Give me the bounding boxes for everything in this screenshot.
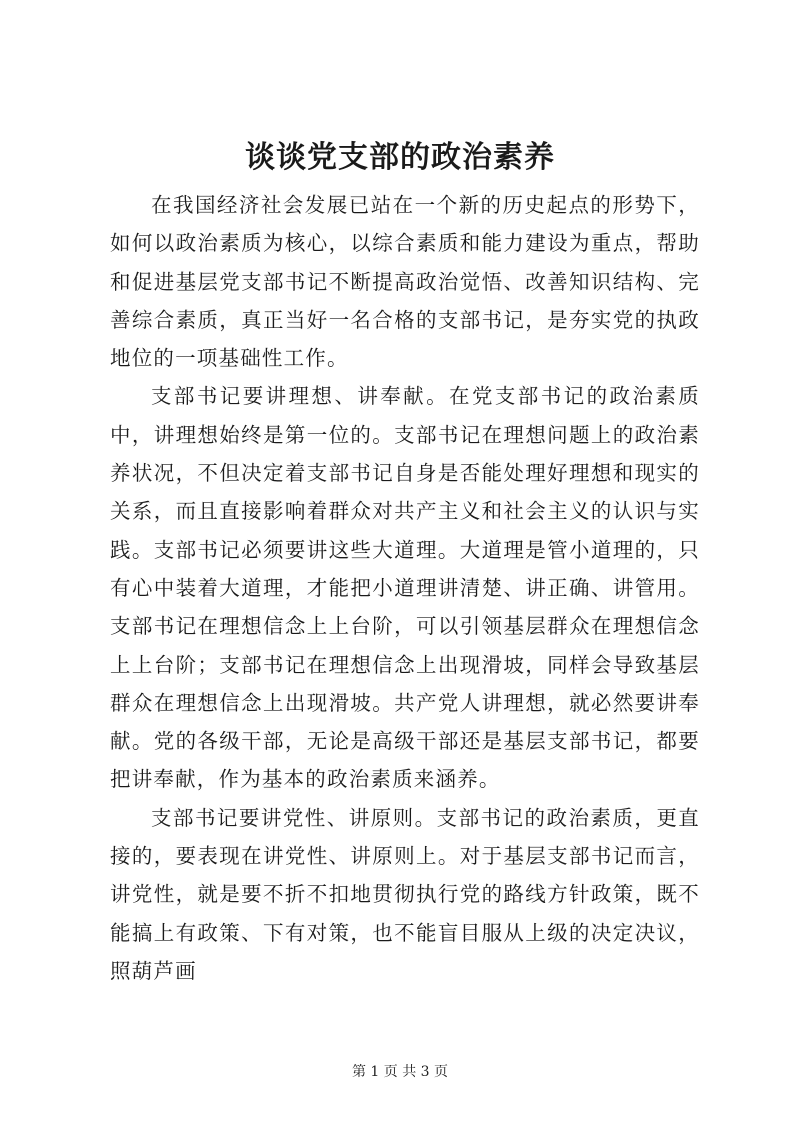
paragraph-intro: 在我国经济社会发展已站在一个新的历史起点的形势下，如何以政治素质为核心，以综合素质和能力建设为重点，帮助和促进基层党支部书记不断提高政治觉悟、改善知识结构、完善综合素质，真正当好一名合格的支部书记，是夯实党的执政地位的一项基础性工作。 [110, 193, 700, 371]
page-footer: 第 1 页 共 3 页 [351, 1064, 449, 1080]
document-title: 谈谈党支部的政治素养 [245, 140, 555, 175]
paragraph-ideals: 支部书记要讲理想、讲奉献。在党支部书记的政治素质中，讲理想始终是第一位的。支部书记在理想问题上的政治素养状况，不但决定着支部书记自身是否能处理好理想和现实的关系，而且直接影响着群众对共产主义和社会主义的认识与实践。支部书记必须要讲这些大道理。大道理是管小道理的，只有心中装着大道理，才能把小道理讲清楚、讲正确、讲管用。支部书记在理想信念上上台阶，可以引领基层群众在理想信念上上台阶；支部书记在理想信念上出现滑坡，同样会导致基层群众在理想信念上出现滑坡。共产党人讲理想，就必然要讲奉献。党的各级干部，无论是高级干部还是基层支部书记，都要把讲奉献，作为基本的政治素质来涵养。 [110, 384, 700, 792]
document-body [110, 186, 700, 990]
paragraph-party-spirit: 支部书记要讲党性、讲原则。支部书记的政治素质，更直接的，要表现在讲党性、讲原则上。对于基层支部书记而言，讲党性，就是要不折不扣地贯彻执行党的路线方针政策，既不能搞上有政策、下有对策，也不能盲目服从上级的决定决议，照葫芦画 [110, 805, 700, 983]
